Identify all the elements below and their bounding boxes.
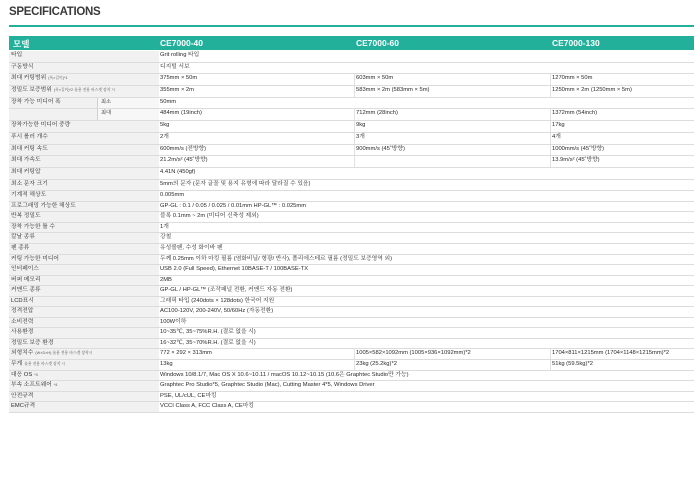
spec-value-model-2: 712mm (28inch) <box>356 110 398 117</box>
column-divider <box>354 121 355 132</box>
spec-row <box>9 98 694 110</box>
spec-value-model-1: 600mm/s (전방향) <box>160 145 207 152</box>
header-model-1: CE7000-40 <box>160 38 204 48</box>
column-divider <box>550 145 551 156</box>
spec-value-all-models: 블록 0.1mm ~ 2m (미디어 신축성 제외) <box>160 213 259 220</box>
spec-value-all-models: 10~35℃, 35~75%R.H. (결로 없을 시) <box>160 329 256 336</box>
spec-value-model-3: 1704×811×1215mm (1704×1148×1215mm)*2 <box>552 350 670 357</box>
spec-value-model-3: 4개 <box>552 133 561 140</box>
spec-label <box>9 233 159 243</box>
table-header <box>9 36 694 50</box>
spec-label-text: 사용환경 <box>11 329 34 336</box>
spec-row <box>9 121 694 133</box>
spec-label-text: 버퍼 메모리 <box>11 276 41 283</box>
spec-label-text: 정밀도 보증범위 <box>11 87 52 94</box>
spec-value-all-models: AC100-120V, 200-240V, 50/60Hz (자동전환) <box>160 308 274 315</box>
spec-label-text: EMC규격 <box>11 403 36 410</box>
spec-label-text: 소비전력 <box>11 318 34 325</box>
spec-value-model-3: 13.9m/s² (45˚방향) <box>552 157 600 164</box>
spec-value-all-models: 1개 <box>160 223 169 230</box>
column-divider <box>550 360 551 370</box>
spec-row <box>9 74 694 86</box>
spec-label <box>9 265 159 275</box>
spec-sublabel: 최소 <box>97 98 159 109</box>
spec-label-text: 반복 정밀도 <box>11 213 41 220</box>
spec-label <box>9 402 159 412</box>
spec-value-all-models: 16~32℃, 35~70%R.H. (결로 없을 시) <box>160 339 256 346</box>
spec-row <box>9 392 694 403</box>
spec-row <box>9 276 694 287</box>
spec-row <box>9 86 694 98</box>
spec-value-all-models: 두께 0.25mm 이하 마킹 필름 (염화비닐/ 형광/ 반사), 폴리에스테르 필름 (정밀도 보증영역 외) <box>160 255 393 262</box>
spec-value-model-1: 355mm × 2m <box>160 87 194 94</box>
spec-label-text: 대응 OS <box>11 371 33 378</box>
spec-value-model-1: 772 × 292 × 313mm <box>160 350 212 357</box>
spec-label-text: 안전규격 <box>11 392 34 399</box>
title-underline <box>9 25 694 27</box>
column-divider <box>354 145 355 156</box>
spec-label-text: 장착 가능 미디어 폭 <box>11 98 61 105</box>
spec-value-all-models: VCCI Class A, FCC Class A, CE마킹 <box>160 403 254 410</box>
spec-label <box>9 191 159 201</box>
spec-value-all-models: 디지털 서보 <box>160 63 190 70</box>
spec-label-text: 최소 문자 크기 <box>11 180 48 187</box>
spec-label <box>9 145 159 156</box>
spec-label <box>9 328 159 338</box>
column-divider <box>354 349 355 359</box>
spec-value-model-2: 583mm × 2m (583mm × 5m) <box>356 87 430 94</box>
spec-row <box>9 133 694 145</box>
spec-row <box>9 318 694 329</box>
spec-label-text: 프로그래밍 가능한 해상도 <box>11 202 76 209</box>
spec-value-all-models: 4.41N (450gf) <box>160 168 196 175</box>
spec-label-text: 기계적 해상도 <box>11 192 47 199</box>
spec-value-all-models: Grit rolling 타입 <box>160 52 200 58</box>
spec-table-body <box>9 51 694 413</box>
spec-row <box>9 223 694 234</box>
spec-label-note: *4 <box>53 383 58 388</box>
spec-label-text: 장착가능한 미디어 중량 <box>11 122 71 129</box>
spec-row <box>9 63 694 75</box>
spec-value-model-2: 3개 <box>356 133 365 140</box>
spec-value-all-models: GP-GL / HP-GL™ (조작패널 전환, 커맨드 자동 전환) <box>160 287 293 294</box>
spec-row <box>9 212 694 223</box>
column-divider <box>550 86 551 97</box>
spec-label-text: 푸시 롤러 개수 <box>11 133 48 140</box>
spec-value-model-2: 23kg (25.2kg)*2 <box>356 361 397 367</box>
spec-label-text: 최대 커팅 속도 <box>11 145 48 152</box>
spec-label <box>9 381 159 391</box>
spec-value-model-2: 603mm × 50m <box>356 75 394 82</box>
spec-row <box>9 371 694 382</box>
spec-value-model-2: 9kg <box>356 122 366 129</box>
spec-label-text: 펜 종류 <box>11 244 30 251</box>
spec-row <box>9 109 694 121</box>
spec-label-note: (폭×길이)*1 <box>48 76 68 81</box>
column-divider <box>550 121 551 132</box>
spec-value-all-models: Windows 10/8.1/7, Mac OS X 10.6~10.11 / macOS 10.12~10.15 (10.6은 Graphtec Studio만 가능) <box>160 371 409 378</box>
spec-value-model-3: 1000mm/s (45˚방향) <box>552 145 605 152</box>
spec-label-text: 칼날 종류 <box>11 234 36 241</box>
page-title: SPECIFICATIONS <box>9 6 101 18</box>
spec-label <box>9 202 159 212</box>
spec-value-model-3: 1270mm × 50m <box>552 75 593 82</box>
spec-label <box>9 74 159 85</box>
spec-row <box>9 402 694 413</box>
spec-label <box>9 63 159 74</box>
spec-row <box>9 360 694 371</box>
column-divider <box>354 133 355 144</box>
spec-label <box>9 286 159 296</box>
spec-row <box>9 381 694 392</box>
column-divider <box>550 156 551 167</box>
spec-label <box>9 371 159 381</box>
spec-label <box>9 168 159 179</box>
spec-row <box>9 286 694 297</box>
spec-value-all-models: 그래픽 타입 (240dots × 128dots) 한국어 지원 <box>160 297 275 304</box>
spec-value-all-models: 100W이하 <box>160 318 187 325</box>
spec-row <box>9 339 694 350</box>
spec-value-all-models: 5mm의 문자 (문자 글꼴 및 용지 유형에 따라 달라질 수 있음) <box>160 180 311 187</box>
spec-label-text: 정밀도 보증 환경 <box>11 339 54 346</box>
spec-label <box>9 212 159 222</box>
column-divider <box>354 109 355 120</box>
column-divider <box>550 349 551 359</box>
spec-value-all-models: 0.005mm <box>160 192 185 199</box>
spec-value-model-3: 1372mm (54inch) <box>552 110 598 117</box>
spec-row <box>9 180 694 192</box>
spec-value-model-1: 484mm (19inch) <box>160 110 202 117</box>
spec-label <box>9 349 159 359</box>
spec-value-all-models: 2MB <box>160 276 172 283</box>
spec-label-text: 최대 커팅압 <box>11 168 41 175</box>
spec-label-text: 정격전압 <box>11 308 34 315</box>
spec-label-text: LCD표시 <box>11 297 34 304</box>
spec-row <box>9 265 694 276</box>
spec-label <box>9 51 159 62</box>
column-divider <box>550 109 551 120</box>
column-divider <box>354 156 355 167</box>
spec-label <box>9 86 159 97</box>
spec-row <box>9 202 694 213</box>
spec-label-text: 인터페이스 <box>11 266 39 273</box>
spec-value-model-2: 1005×582×1092mm (1005×936×1092mm)*2 <box>356 350 471 357</box>
spec-label-text: 타입 <box>11 52 23 58</box>
spec-label-text: 외형치수 <box>11 350 34 357</box>
spec-label <box>9 244 159 254</box>
spec-label <box>9 255 159 265</box>
spec-value-all-models: 50mm <box>160 98 177 105</box>
spec-value-model-3: 51kg (59.5kg)*2 <box>552 361 593 367</box>
spec-row <box>9 297 694 308</box>
spec-label <box>9 339 159 349</box>
spec-value-model-1: 13kg <box>160 361 173 367</box>
column-divider <box>550 74 551 85</box>
spec-value-model-3: 17kg <box>552 122 565 129</box>
spec-value-all-models: Graphtec Pro Studio*5, Graphtec Studio (Mac), Cutting Master 4*5, Windows Driver <box>160 382 375 389</box>
spec-label <box>9 318 159 328</box>
spec-label <box>9 223 159 233</box>
spec-label <box>9 276 159 286</box>
header-model-3: CE7000-130 <box>552 38 600 48</box>
column-divider <box>550 133 551 144</box>
spec-value-model-1: 21.2m/s² (45˚방향) <box>160 157 208 164</box>
spec-label-text: 부속 소프트웨어 <box>11 382 52 389</box>
spec-row <box>9 233 694 244</box>
spec-label-text: 장착 가능한 툴 수 <box>11 223 56 230</box>
spec-label-text: 구동방식 <box>11 63 34 70</box>
spec-value-model-1: 2개 <box>160 133 169 140</box>
column-divider <box>354 360 355 370</box>
spec-row <box>9 51 694 63</box>
spec-row <box>9 145 694 157</box>
column-divider <box>354 86 355 97</box>
spec-label-text: 최대 커팅범위 <box>11 75 47 82</box>
spec-label-text: 커맨드 종류 <box>11 287 41 294</box>
spec-label-note: (폭×길이)*2 롤용 전용 바스켓 장착 시 <box>53 88 116 93</box>
header-model-2: CE7000-60 <box>356 38 400 48</box>
spec-value-all-models: 강철 <box>160 234 172 241</box>
spec-label <box>9 360 159 370</box>
spec-row <box>9 244 694 255</box>
spec-label <box>9 307 159 317</box>
spec-row <box>9 168 694 180</box>
spec-label <box>9 133 159 144</box>
spec-row <box>9 191 694 202</box>
spec-value-all-models: USB 2.0 (Full Speed), Ethernet 10BASE-T / 100BASE-TX <box>160 266 309 273</box>
spec-label-note: (W×D×H) 롤용 전용 바스켓 장착시 <box>35 351 93 356</box>
spec-value-model-2: 900mm/s (45˚방향) <box>356 145 405 152</box>
spec-value-all-models: GP-GL : 0.1 / 0.05 / 0.025 / 0.01mm HP-GL™ : 0.025mm <box>160 202 307 209</box>
spec-value-model-1: 375mm × 50m <box>160 75 198 82</box>
column-divider <box>354 74 355 85</box>
spec-label-text: 최대 가속도 <box>11 157 41 164</box>
spec-label <box>9 156 159 167</box>
spec-row <box>9 156 694 168</box>
spec-row <box>9 255 694 266</box>
spec-value-all-models: PSE, UL/cUL, CE마킹 <box>160 392 217 399</box>
spec-row <box>9 328 694 339</box>
spec-label <box>9 297 159 307</box>
spec-value-all-models: 유성볼펜, 수성 화이바 펜 <box>160 244 223 251</box>
spec-value-model-1: 5kg <box>160 122 170 129</box>
spec-label-note: *3 <box>34 372 38 377</box>
spec-row <box>9 307 694 318</box>
spec-label <box>9 392 159 402</box>
spec-label-text: 무게 <box>11 361 23 367</box>
spec-label <box>9 180 159 191</box>
spec-value-model-3: 1250mm × 2m (1250mm × 5m) <box>552 87 632 94</box>
spec-sublabel: 최대 <box>97 109 159 120</box>
spec-label-note: 롤용 전용 바스켓 장착 시 <box>24 362 66 366</box>
spec-label <box>9 121 159 132</box>
spec-label-text: 커팅 가능한 미디어 <box>11 255 60 262</box>
spec-row <box>9 349 694 360</box>
header-label: 모델 <box>13 39 30 49</box>
